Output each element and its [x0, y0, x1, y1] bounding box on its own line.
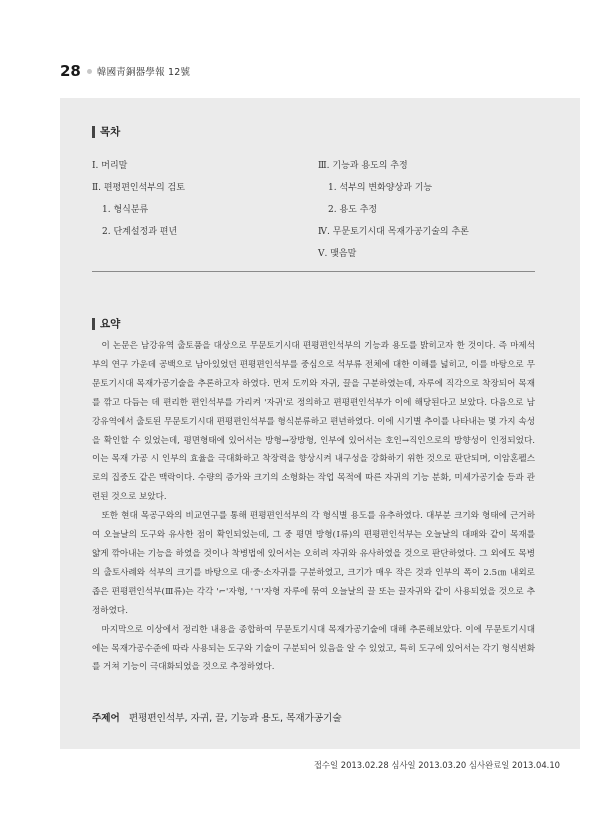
abstract-paragraph: 마지막으로 이상에서 정리한 내용을 종합하여 무문토기시대 목재가공기술에 대해 추론해보았다. 이에 무문토기시대에는 목재가공수준에 따라 사용되는 도구와 기술이 구분되어 있음을 알 수 있었고, 특히 도구에 있어서는 각기 형식변화를 거쳐 기능이 극대화되었을 것으로 추정하였다. — [92, 624, 535, 673]
keywords-text: 편평편인석부, 자귀, 끌, 기능과 용도, 목재가공기술 — [128, 713, 342, 724]
keywords-label: 주제어 — [92, 713, 120, 724]
page-number: 28 — [60, 62, 81, 80]
toc-heading — [92, 124, 120, 139]
toc-item: Ⅳ. 무문토기시대 목재가공기술의 추론 — [318, 227, 469, 237]
toc-subitem: 2. 단계설정과 편년 — [102, 227, 178, 237]
submission-dates: 접수일 2013.02.28 심사일 2013.03.20 심사완료일 2013.04.10 — [313, 760, 560, 770]
toc-subitem: 2. 용도 추정 — [328, 205, 378, 215]
toc-item: Ⅱ. 편평편인석부의 검토 — [92, 183, 185, 193]
abstract-heading-label: 요약 — [100, 318, 121, 330]
abstract-heading — [92, 316, 120, 331]
separator-dot-icon — [87, 69, 92, 74]
toc-left-column — [92, 155, 185, 243]
toc-subitem: 1. 형식분류 — [102, 205, 149, 215]
toc-divider — [92, 271, 535, 272]
toc-item: Ⅲ. 기능과 용도의 추정 — [318, 161, 408, 171]
journal-title: 韓國靑銅器學報 12號 — [96, 67, 191, 78]
toc-item: Ⅴ. 맺음말 — [318, 249, 357, 259]
abstract-paragraph: 또한 현대 목공구와의 비교연구를 통해 편평편인석부의 각 형식별 용도를 유추하였다. 대부분 크기와 형태에 근거하여 오늘날의 도구와 유사한 점이 확인되었는데, 그 중 평면 방형(Ⅰ류)의 편평편인석부는 오늘날의 대패와 같이 목재를 얇게 깎아내는 기능을 하였을 것이나 착병법에 있어서는 오히려 자귀와 유사하였을 것으로 판단하였다. 그 외에도 목병의 출토사례와 석부의 크기를 바탕으로 대·중·소자귀를 구분하였고, 크기가 매우 작은 것과 인부의 폭이 2.5㎝ 내외로 좁은 편평편인석부(Ⅲ류)는 각각 '⌐'자형, 'ㄱ'자형 자루에 묶여 오늘날의 끌 또는 끌자귀와 같이 사용되었을 것으로 추정하였다. — [92, 511, 535, 616]
abstract-paragraph: 이 논문은 남강유역 출토품을 대상으로 무문토기시대 편평편인석부의 기능과 용도를 밝히고자 한 것이다. 즉 마제석부의 연구 가운데 공백으로 남아있었던 편평편인석부를 중심으로 석부류 전체에 대한 이해를 넓히고, 이를 바탕으로 무문토기시대 목재가공기술을 추론하고자 하였다. 먼저 도끼와 자귀, 끌을 구분하였는데, 자루에 직각으로 착장되어 목재를 깎고 다듬는 데 편리한 편인석부를 가리켜 '자귀'로 정의하고 편평편인석부가 이에 해당된다고 보았다. 다음으로 남강유역에서 출토된 무문토기시대 편평편인석부를 형식분류하고 편년하였다. 이에 시기별 추이를 나타내는 몇 가지 속성을 확인할 수 있었는데, 평면형태에 있어서는 방형→장방형, 인부에 있어서는 호인→직인으로의 방향성이 인정되었다. 이는 목재 가공 시 인부의 효율을 극대화하고 착장력을 향상시켜 내구성을 강화하기 위한 것으로 판단되며, 이암혼펠스로의 집중도 같은 맥락이다. 수량의 증가와 크기의 소형화는 작업 목적에 따른 자귀의 기능 분화, 미세가공기술 등과 관련된 것으로 보았다. — [92, 341, 535, 503]
keywords — [92, 710, 342, 724]
toc-right-column — [318, 155, 469, 265]
page-header — [60, 62, 190, 80]
toc-subitem: 1. 석부의 변화양상과 기능 — [328, 183, 433, 193]
toc-heading-label: 목차 — [100, 126, 121, 138]
heading-bar-icon — [92, 318, 95, 330]
abstract-body — [92, 337, 535, 677]
toc-item: Ⅰ. 머리말 — [92, 161, 128, 171]
heading-bar-icon — [92, 126, 95, 138]
